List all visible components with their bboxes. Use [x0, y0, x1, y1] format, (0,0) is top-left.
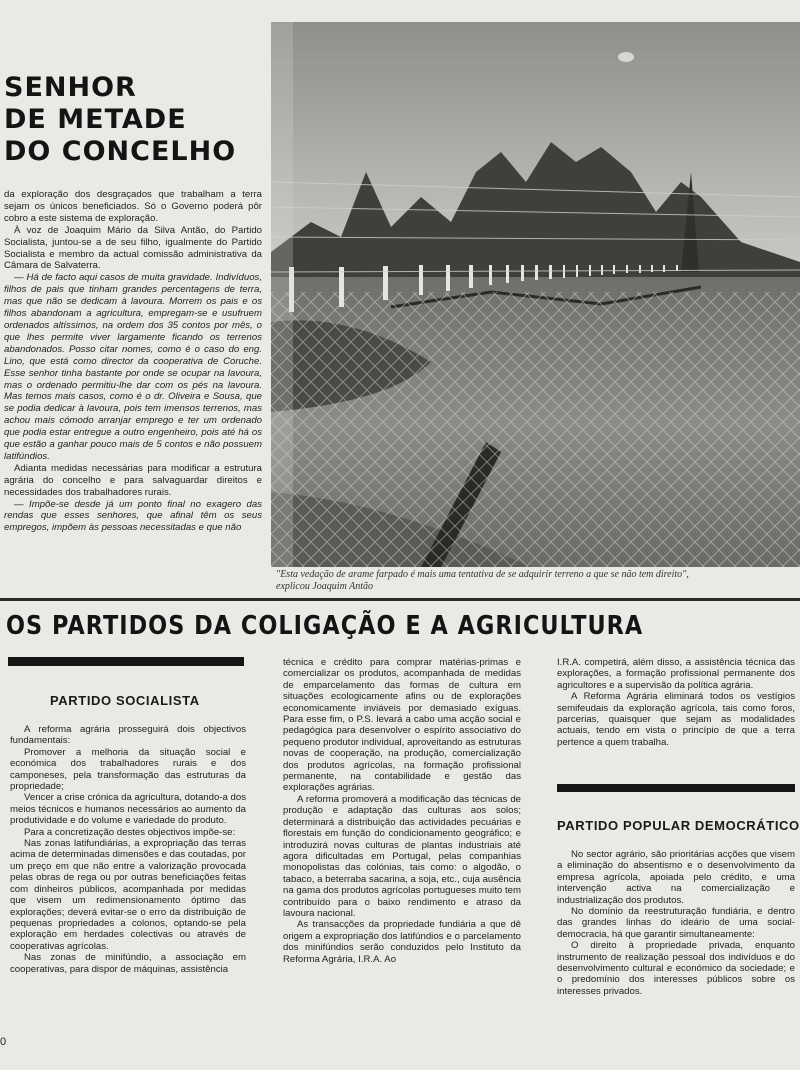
ps-column-3: [557, 657, 795, 748]
ppd-paragraph: No domínio da reestruturação fundiária, e dentro das grandes linhas do ideário de uma social-democracia, há que garantir simultaneamente:: [557, 906, 795, 940]
caption-line-2: explicou Joaquim Antão: [276, 581, 374, 592]
ps-paragraph: A reforma promoverá a modificação das técnicas de produção e adaptação das culturas aos solos; determinará a distribuição das actividades pecuárias e florestais em função do condicionamento geográfico; e introduzirá novas culturas de plantas industriais até agora dificultadas em Portugal, pelas companhias monopolistas das colónias, tais como: o algodão, o tabaco, a beterraba sacarina, a soja, etc., cuja ausência na gama dos produtos agrícolas portugueses muito tem contribuído para o baixo rendimento e atraso da lavoura nacional.: [283, 793, 521, 919]
page-number: 0: [0, 1036, 7, 1048]
ppd-paragraph: No sector agrário, são prioritárias acções que visem a eliminação do absentismo e o desenvolvimento da empresa agrícola, apoiada pelo crédito, e uma intervenção activa na comercialização e industrialização dos produtos.: [557, 849, 795, 906]
story-paragraph: — Há de facto aqui casos de muita gravidade. Indivíduos, filhos de pais que tinham grandes percentagens de terra, mas que não se dedicam à lavoura. Morrem os pais e os filhos abandonam a agricultura, empregam-se e usufruem ordenados altíssimos, na ordem dos 35 contos por mês, o que lhes permite viver largamente ficando os terrenos abandonados. Posso citar nomes, como é o caso do eng. Lino, que está como director da cooperativa de Coruche. Esse senhor tinha bastante por onde se ocupar na lavoura, mas o ordenado permitiu-lhe dar com os pés na lavoura. Mas temos mais casos, como é o dr. Oliveira e Sousa, que se podia dedicar à lavoura, pois tem imensos terrenos, mas achou mais cómodo arranjar emprego e ter um ordenado que podia estar entregue a outro engenheiro, pois até há os que estão a ganhar pouco mais de 5 contos e não possuem latifúndios.: [4, 272, 262, 462]
ps-paragraph: Para a concretização destes objectivos impõe-se:: [24, 826, 236, 838]
headline-line-1: SENHOR: [4, 72, 137, 103]
ps-heading: PARTIDO SOCIALISTA: [50, 693, 200, 708]
ps-paragraph: A reforma agrária prosseguirá dois objectivos fundamentais:: [10, 724, 246, 747]
photo-caption: [276, 569, 796, 593]
ps-paragraph: A Reforma Agrária eliminará todos os vestígios semifeudais da exploração agrícola, tais como foros, parcerias, quaisquer que sejam as modalidades actuais, tendo em vista o princípio de que a terra pertence a quem trabalha.: [557, 691, 795, 748]
ps-column-1: [10, 724, 246, 975]
story-body: [4, 189, 262, 534]
ppd-paragraph: O direito à propriedade privada, enquanto instrumento de realização pessoal dos indivíduos e do desenvolvimento cultural e económico da sociedade; e o predomínio dos interesses públicos sobre os interesses privados.: [557, 940, 795, 997]
headline-line-2: DE METADE: [4, 104, 187, 135]
ps-paragraph: Promover a melhoria da situação social e económica dos trabalhadores rurais e dos camponeses, pela transformação das estruturas da propriedade;: [10, 746, 246, 793]
section-divider: [0, 598, 800, 601]
caption-line-1: "Esta vedação de arame farpado é mais uma tentativa de se adquirir terreno a que se não tem direito",: [276, 569, 689, 580]
ps-column-2: [283, 657, 521, 965]
ppd-column: [557, 849, 795, 997]
section-title: OS PARTIDOS DA COLIGAÇÃO E A AGRICULTURA: [6, 611, 644, 641]
ps-paragraph: Vencer a crise crónica da agricultura, dotando-a dos meios técnicos e humanos necessários ao aumento da produtividade e do volume e variedade do produto.: [10, 792, 246, 827]
ps-paragraph: técnica e crédito para comprar matérias-primas e comercializar os produtos, acompanhada de medidas de emparcelamento das formas de cultura em situações ecologicamente afins ou de explorações economicamente inviáveis por demasiado exíguas. Para esse fim, o P.S. levará a cabo uma acção social e pedagógica para desenvolver o espírito associativo do pequeno produtor individual, aproveitando as estruturas novas de cooperação, na produção, comercialização dos produtos agrícolas, na formação profissional permanente, na contabilidade e gestão das explorações agrárias.: [283, 657, 521, 794]
photo-illustration: [271, 22, 800, 567]
story-paragraph: Adianta medidas necessárias para modificar a estrutura agrária do concelho e para salvaguardar direitos e necessidades dos trabalhadores rurais.: [4, 462, 262, 498]
story-paragraph: — Impõe-se desde já um ponto final no exagero das rendas que esses senhores, que afinal têm os seus empregos, impõem às pessoas necessitadas e que não: [4, 498, 262, 534]
ps-paragraph: Nas zonas de minifúndio, a associação em cooperativas, para dispor de máquinas, assistência: [10, 952, 246, 975]
barbed-wire-fence-photo: [271, 22, 800, 567]
black-rule-right: [557, 784, 795, 792]
ps-paragraph: As transacções da propriedade fundiária a que dê origem a expropriação dos latifúndios e o parcelamento dos minifúndios serão conduzidos pelo Instituto da Reforma Agrária, I.R.A. Ao: [283, 919, 521, 965]
story-paragraph: da exploração dos desgraçados que trabalham a terra sejam os únicos beneficiados. Só o Governo poderá pôr cobro a este sistema de exploração.: [4, 189, 262, 224]
ppd-heading: PARTIDO POPULAR DEMOCRÁTICO: [557, 818, 800, 833]
story-paragraph: À voz de Joaquim Mário da Silva Antão, do Partido Socialista, juntou-se a de seu filho, igualmente do Partido Socialista e membro da actual comissão administrativa da Câmara de Salvaterra.: [4, 224, 262, 272]
story-headline: [4, 72, 266, 168]
ps-paragraph: Nas zonas latifundiárias, a expropriação das terras acima de determinadas dimensões e das coutadas, por um preço em que não entre a valorização provocada pelas obras de rega ou por outras beneficiações feitas com dinheiros públicos, acompanhada por medidas que visem um redimensionamento óptimo das explorações; deverá evitar-se o erro da distribuição de pequenas propriedades a colonos, optando-se pela exploração em herdades colectivas ou através de cooperativas agrícolas.: [10, 838, 246, 952]
headline-line-3: DO CONCELHO: [4, 136, 237, 167]
black-rule-left: [8, 657, 244, 666]
ps-paragraph: I.R.A. competirá, além disso, a assistência técnica das explorações, a formação profissional permanente dos agricultores e a supervisão da política agrária.: [557, 657, 795, 691]
